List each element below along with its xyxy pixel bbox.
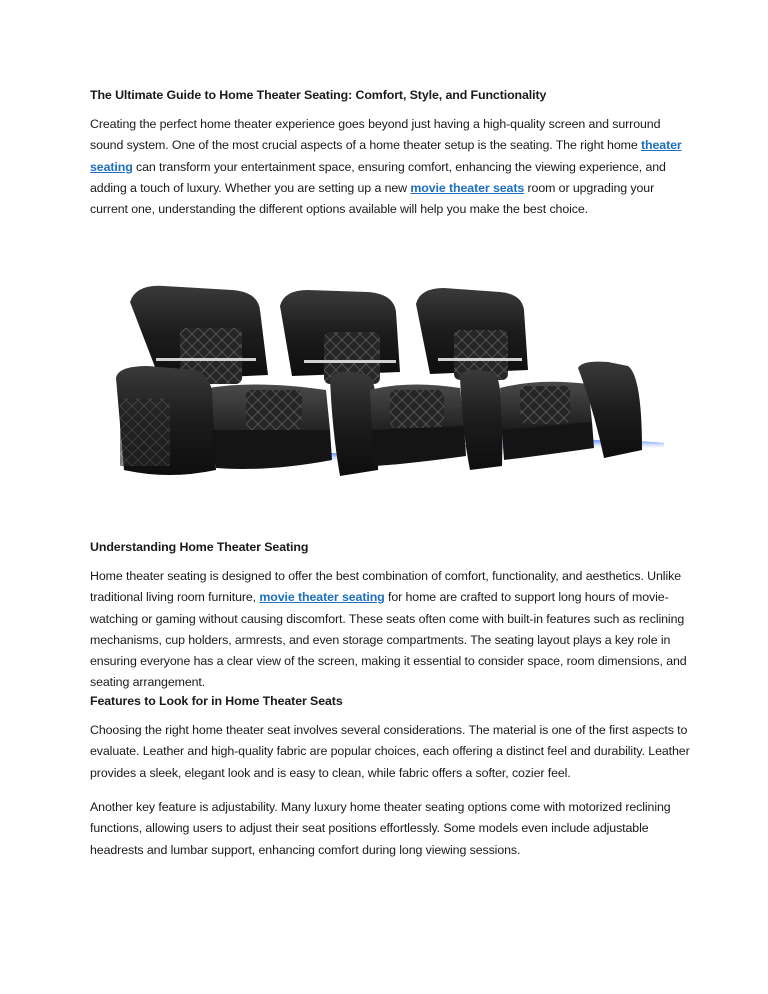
section-heading-features: Features to Look for in Home Theater Seats (90, 694, 343, 708)
movie-theater-seating-link[interactable]: movie theater seating (259, 590, 385, 605)
intro-text-1: Creating the perfect home theater experience goes beyond just having a high-quality screen and surround sound system. One of the most crucial aspects of a home theater setup is the seating. The right home (90, 117, 661, 153)
understanding-text-1: Home theater seating is designed to offer the best combination of comfort, functionality, and aesthetics. Unlike traditional living room furniture, (90, 569, 681, 605)
movie-theater-seats-link[interactable]: movie theater seats (410, 180, 525, 195)
features-paragraph-1: Choosing the right home theater seat involves several considerations. The material is one of the first aspects to evaluate. Leather and high-quality fabric are popular choices, each offering a distinct feel and durability. Leather provides a sleek, elegant look and is easy to clean, while fabric offers a softer, cozier feel. (90, 723, 690, 780)
intro-paragraph (90, 114, 690, 220)
intro-text-3: room or upgrading your current one, understanding the different options available will help you make the best choice. (90, 180, 655, 217)
theater-seats-image (108, 280, 664, 490)
section-heading-understanding: Understanding Home Theater Seating (90, 540, 309, 554)
intro-text-2: can transform your entertainment space, ensuring comfort, enhancing the viewing experience, and adding a touch of luxury. Whether you are setting up a new (90, 159, 666, 195)
understanding-text-2: for home are crafted to support long hours of movie-watching or gaming without causing discomfort. These seats often come with built-in features such as reclining mechanisms, cup holders, armrests, and even storage compartments. The seating layout plays a key role in ensuring everyone has a clear view of the screen, making it essential to consider space, room dimensions, and seating arrangement. (90, 590, 687, 690)
recliner-illustration (108, 280, 664, 490)
page-title: The Ultimate Guide to Home Theater Seating: Comfort, Style, and Functionality (90, 88, 547, 102)
understanding-paragraph (90, 566, 690, 694)
features-paragraph-2: Another key feature is adjustability. Many luxury home theater seating options come with motorized reclining functions, allowing users to adjust their seat positions effortlessly. Some models even include adjustable headrests and lumbar support, enhancing comfort during long viewing sessions. (90, 800, 671, 857)
theater-seating-link[interactable]: theater seating (90, 138, 682, 174)
